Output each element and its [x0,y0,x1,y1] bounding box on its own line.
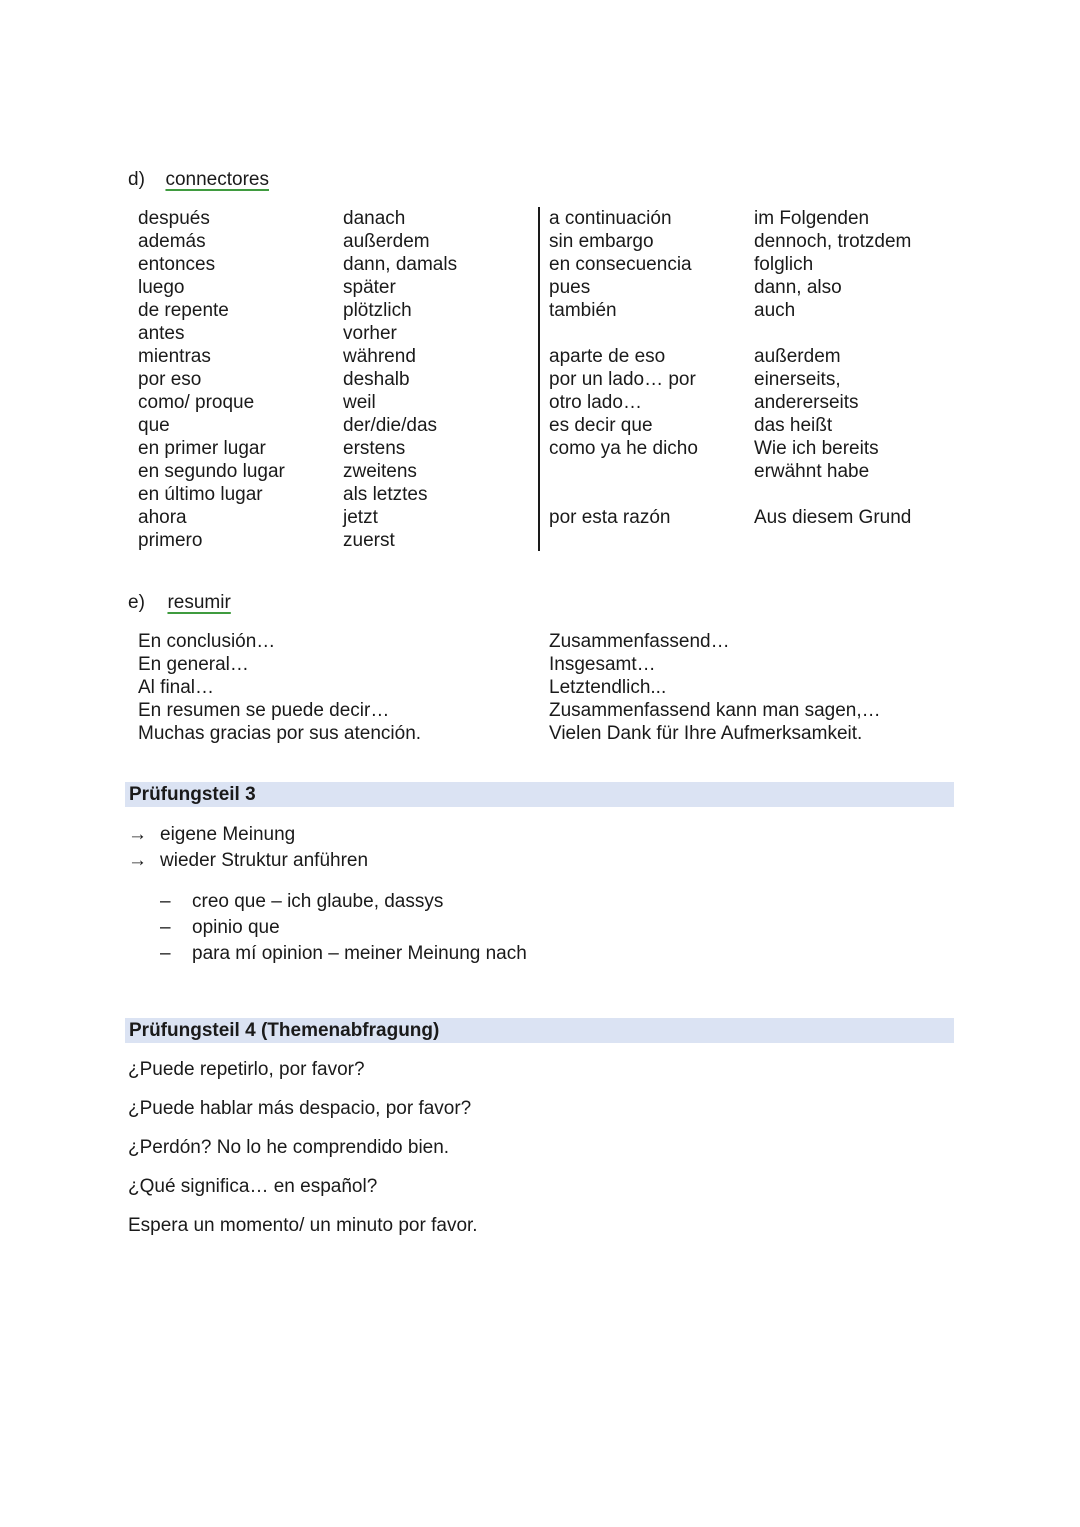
section-d-letter: d) [128,169,145,190]
connector-spanish: después [138,208,210,229]
summary-spanish: En general… [138,654,249,675]
connector-spanish: aparte de eso [549,346,666,367]
connector-spanish: pues [549,277,591,298]
connector-german: erwähnt habe [754,461,870,482]
connector-german: Aus diesem Grund [754,507,912,528]
connector-spanish: es decir que [549,415,653,436]
connector-german: danach [343,208,406,229]
connectors-col-spanish-1 [138,207,285,552]
part4-phrase: ¿Puede hablar más despacio, por favor? [128,1098,472,1119]
connector-spanish: por esta razón [549,507,671,528]
part3-dash-text: creo que – ich glaube, dassys [192,891,444,912]
connector-spanish: sin embargo [549,231,654,252]
connector-german: deshalb [343,369,410,390]
connector-german: zweitens [343,461,417,482]
connector-spanish: otro lado… [549,392,642,413]
connector-spanish: como/ proque [138,392,255,413]
connector-german: dann, also [754,277,842,298]
connector-german: dann, damals [343,254,458,275]
connector-german: Wie ich bereits [754,438,879,459]
part3-dash-item [160,942,527,965]
part4-heading-bar [125,1018,954,1043]
connector-german [754,483,911,506]
dash-bullet-icon: – [160,943,171,964]
summary-spanish: Muchas gracias por sus atención. [138,723,422,744]
connectors-col-german-1 [343,207,457,552]
connector-spanish: de repente [138,300,229,321]
connector-spanish: en primer lugar [138,438,266,459]
connector-german: jetzt [343,507,378,528]
connector-spanish: a continuación [549,208,672,229]
connector-spanish: también [549,300,617,321]
connector-german: vorher [343,323,397,344]
summary-german: Insgesamt… [549,654,656,675]
part3-dash-text: opinio que [192,917,280,938]
summary-col-german [549,630,881,745]
connector-spanish: en segundo lugar [138,461,285,482]
part4-phrase: ¿Qué significa… en español? [128,1176,378,1197]
connector-spanish: como ya he dicho [549,438,698,459]
summary-spanish: En conclusión… [138,631,276,652]
connector-german: einerseits, [754,369,841,390]
connector-german: später [343,277,396,298]
part4-phrase: Espera un momento/ un minuto por favor. [128,1215,478,1236]
connectors-col-spanish-2 [549,207,698,529]
summary-spanish: En resumen se puede decir… [138,700,390,721]
connector-spanish [549,460,698,483]
part3-dash-item [160,916,280,939]
connector-spanish: en consecuencia [549,254,692,275]
part3-heading-bar [125,782,954,807]
connector-german: als letztes [343,484,428,505]
connector-german: weil [343,392,376,413]
part3-arrow-text: wieder Struktur anführen [160,850,369,871]
summary-german: Vielen Dank für Ihre Aufmerksamkeit. [549,723,863,744]
connector-german: dennoch, trotzdem [754,231,912,252]
connector-german: im Folgenden [754,208,870,229]
connector-spanish [549,322,698,345]
summary-german: Zusammenfassend… [549,631,730,652]
connector-german: auch [754,300,796,321]
connector-german: folglich [754,254,814,275]
connector-spanish: ahora [138,507,187,528]
part4-phrase: ¿Perdón? No lo he comprendido bien. [128,1137,450,1158]
part3-arrow-text: eigene Meinung [160,824,296,845]
part4-phrase: ¿Puede repetirlo, por favor? [128,1059,365,1080]
part3-dash-text: para mí opinion – meiner Meinung nach [192,943,527,964]
connector-german: das heißt [754,415,833,436]
connector-spanish [549,483,698,506]
connector-spanish: que [138,415,170,436]
part4-heading: Prüfungsteil 4 (Themenabfragung) [129,1020,440,1041]
arrow-right-icon: → [128,824,147,845]
section-e-letter: e) [128,592,145,613]
connector-german: plötzlich [343,300,412,321]
connector-spanish: en último lugar [138,484,263,505]
connectors-col-german-2 [754,207,911,529]
part3-dash-item [160,890,443,913]
connector-spanish: entonces [138,254,216,275]
connector-spanish: por eso [138,369,202,390]
section-d-heading [128,168,269,191]
connector-spanish: además [138,231,206,252]
column-divider [538,207,540,551]
connector-german [754,322,911,345]
arrow-right-icon: → [128,850,147,871]
connector-german: außerdem [343,231,430,252]
connector-spanish: antes [138,323,185,344]
part3-heading: Prüfungsteil 3 [129,784,256,805]
dash-bullet-icon: – [160,891,171,912]
dash-bullet-icon: – [160,917,171,938]
section-d-title: connectores [165,169,269,190]
connector-spanish: primero [138,530,203,551]
part3-arrow-item [128,823,295,846]
section-e-heading [128,591,231,614]
summary-german: Zusammenfassend kann man sagen,… [549,700,881,721]
summary-col-spanish [138,630,421,745]
part3-arrow-item [128,849,368,872]
connector-german: erstens [343,438,406,459]
connector-spanish: mientras [138,346,211,367]
summary-german: Letztendlich... [549,677,667,698]
connector-german: andererseits [754,392,859,413]
connector-spanish: por un lado… por [549,369,696,390]
connector-german: zuerst [343,530,395,551]
summary-spanish: Al final… [138,677,215,698]
connector-german: während [343,346,416,367]
connector-german: außerdem [754,346,841,367]
connector-german: der/die/das [343,415,438,436]
section-e-title: resumir [167,592,231,613]
connector-spanish: luego [138,277,185,298]
